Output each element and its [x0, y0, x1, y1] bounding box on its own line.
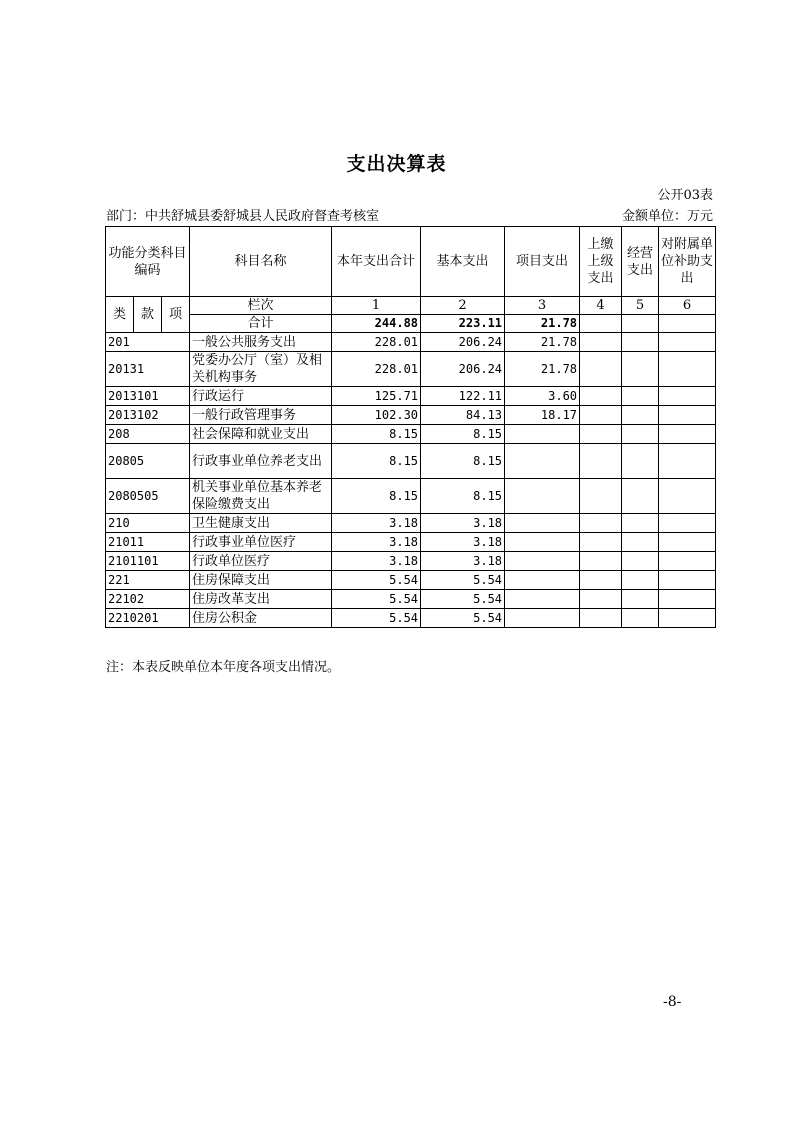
table-row: [106, 352, 716, 387]
header-lanci: 栏次: [190, 297, 332, 315]
row-subsidy: [659, 333, 716, 352]
row-basic: 122.11: [421, 387, 505, 406]
row-basic: 3.18: [421, 533, 505, 552]
row-business: [622, 590, 659, 609]
row-code: 2013101: [106, 387, 190, 406]
row-project: [505, 425, 580, 444]
table-row: [106, 333, 716, 352]
row-upper: [580, 352, 622, 387]
row-total: 102.30: [332, 406, 421, 425]
column-index-row: [106, 297, 716, 315]
row-business: [622, 479, 659, 514]
table-row: [106, 514, 716, 533]
row-basic: 5.54: [421, 571, 505, 590]
row-total: 5.54: [332, 571, 421, 590]
row-upper: [580, 333, 622, 352]
row-project: [505, 590, 580, 609]
header-lei: 类: [106, 297, 134, 333]
header-xiang: 项: [162, 297, 190, 333]
row-subsidy: [659, 479, 716, 514]
sum-upper: [580, 315, 622, 333]
row-subsidy: [659, 609, 716, 628]
row-subject-name: 党委办公厅（室）及相关机构事务: [190, 352, 332, 387]
row-total: 125.71: [332, 387, 421, 406]
row-code: 210: [106, 514, 190, 533]
row-subsidy: [659, 514, 716, 533]
row-code: 208: [106, 425, 190, 444]
row-code: 2101101: [106, 552, 190, 571]
row-total: 228.01: [332, 333, 421, 352]
row-subsidy: [659, 352, 716, 387]
row-subject-name: 住房保障支出: [190, 571, 332, 590]
row-project: [505, 479, 580, 514]
row-code: 2080505: [106, 479, 190, 514]
row-subject-name: 住房改革支出: [190, 590, 332, 609]
col-index-1: 1: [332, 297, 421, 315]
header-project: 项目支出: [505, 227, 580, 297]
sum-subsidy: [659, 315, 716, 333]
row-total: 3.18: [332, 514, 421, 533]
header-kuan: 款: [134, 297, 162, 333]
row-upper: [580, 514, 622, 533]
table-row: [106, 552, 716, 571]
col-index-4: 4: [580, 297, 622, 315]
row-basic: 8.15: [421, 444, 505, 479]
row-upper: [580, 425, 622, 444]
row-subject-name: 行政运行: [190, 387, 332, 406]
table-row: [106, 444, 716, 479]
row-business: [622, 352, 659, 387]
row-upper: [580, 590, 622, 609]
amount-unit-label: 金额单位：万元: [621, 209, 713, 224]
row-business: [622, 387, 659, 406]
row-business: [622, 571, 659, 590]
row-project: [505, 533, 580, 552]
row-code: 201: [106, 333, 190, 352]
expenditure-table: [105, 226, 716, 628]
row-basic: 206.24: [421, 352, 505, 387]
col-index-6: 6: [659, 297, 716, 315]
header-subsidy: 对附属单位补助支出: [659, 227, 716, 297]
sum-project: 21.78: [505, 315, 580, 333]
table-row: [106, 590, 716, 609]
header-subject: 科目名称: [190, 227, 332, 297]
row-project: [505, 444, 580, 479]
department-label: 部门：中共舒城县委舒城县人民政府督查考核室: [106, 209, 380, 224]
row-subsidy: [659, 533, 716, 552]
col-index-2: 2: [421, 297, 505, 315]
row-basic: 8.15: [421, 479, 505, 514]
header-func-code: 功能分类科目编码: [106, 227, 190, 297]
row-subsidy: [659, 571, 716, 590]
row-business: [622, 333, 659, 352]
table-row: [106, 425, 716, 444]
header-basic: 基本支出: [421, 227, 505, 297]
row-subject-name: 一般行政管理事务: [190, 406, 332, 425]
row-project: [505, 571, 580, 590]
form-code: 公开03表: [657, 188, 713, 203]
row-total: 3.18: [332, 533, 421, 552]
row-project: 3.60: [505, 387, 580, 406]
row-basic: 5.54: [421, 590, 505, 609]
row-subsidy: [659, 552, 716, 571]
row-total: 8.15: [332, 479, 421, 514]
row-code: 20805: [106, 444, 190, 479]
table-row: [106, 387, 716, 406]
row-subsidy: [659, 425, 716, 444]
row-upper: [580, 444, 622, 479]
row-subsidy: [659, 387, 716, 406]
row-upper: [580, 533, 622, 552]
row-project: [505, 609, 580, 628]
col-index-3: 3: [505, 297, 580, 315]
row-business: [622, 425, 659, 444]
row-code: 2013102: [106, 406, 190, 425]
row-project: 18.17: [505, 406, 580, 425]
page-title: 支出决算表: [346, 153, 447, 175]
row-upper: [580, 406, 622, 425]
row-total: 3.18: [332, 552, 421, 571]
table-row: [106, 533, 716, 552]
row-basic: 5.54: [421, 609, 505, 628]
row-code: 21011: [106, 533, 190, 552]
header-total: 本年支出合计: [332, 227, 421, 297]
row-project: [505, 552, 580, 571]
col-index-5: 5: [622, 297, 659, 315]
sum-business: [622, 315, 659, 333]
row-subject-name: 一般公共服务支出: [190, 333, 332, 352]
sum-label: 合计: [190, 315, 332, 333]
row-subject-name: 行政事业单位养老支出: [190, 444, 332, 479]
row-business: [622, 444, 659, 479]
row-total: 8.15: [332, 444, 421, 479]
row-subject-name: 行政单位医疗: [190, 552, 332, 571]
row-subject-name: 机关事业单位基本养老保险缴费支出: [190, 479, 332, 514]
row-subject-name: 住房公积金: [190, 609, 332, 628]
page-number: -8-: [663, 994, 682, 1010]
row-total: 8.15: [332, 425, 421, 444]
row-subject-name: 行政事业单位医疗: [190, 533, 332, 552]
row-subsidy: [659, 406, 716, 425]
row-subject-name: 社会保障和就业支出: [190, 425, 332, 444]
row-project: [505, 514, 580, 533]
row-business: [622, 406, 659, 425]
sum-total: 244.88: [332, 315, 421, 333]
row-subsidy: [659, 444, 716, 479]
header-business: 经营支出: [622, 227, 659, 297]
row-total: 228.01: [332, 352, 421, 387]
table-row: [106, 479, 716, 514]
table-row: [106, 571, 716, 590]
footnote: 注：本表反映单位本年度各项支出情况。: [106, 660, 341, 675]
row-code: 221: [106, 571, 190, 590]
row-basic: 3.18: [421, 514, 505, 533]
row-code: 22102: [106, 590, 190, 609]
row-basic: 84.13: [421, 406, 505, 425]
row-upper: [580, 479, 622, 514]
row-subsidy: [659, 590, 716, 609]
sum-basic: 223.11: [421, 315, 505, 333]
row-basic: 8.15: [421, 425, 505, 444]
row-project: 21.78: [505, 333, 580, 352]
table-row: [106, 406, 716, 425]
row-basic: 3.18: [421, 552, 505, 571]
row-business: [622, 552, 659, 571]
row-upper: [580, 552, 622, 571]
header-row: [106, 227, 716, 297]
row-basic: 206.24: [421, 333, 505, 352]
row-project: 21.78: [505, 352, 580, 387]
header-upper: 上缴上级支出: [580, 227, 622, 297]
row-business: [622, 533, 659, 552]
row-code: 2210201: [106, 609, 190, 628]
sum-row: [106, 315, 716, 333]
row-total: 5.54: [332, 590, 421, 609]
row-code: 20131: [106, 352, 190, 387]
table-row: [106, 609, 716, 628]
row-upper: [580, 387, 622, 406]
row-upper: [580, 571, 622, 590]
row-total: 5.54: [332, 609, 421, 628]
row-subject-name: 卫生健康支出: [190, 514, 332, 533]
row-upper: [580, 609, 622, 628]
row-business: [622, 609, 659, 628]
row-business: [622, 514, 659, 533]
